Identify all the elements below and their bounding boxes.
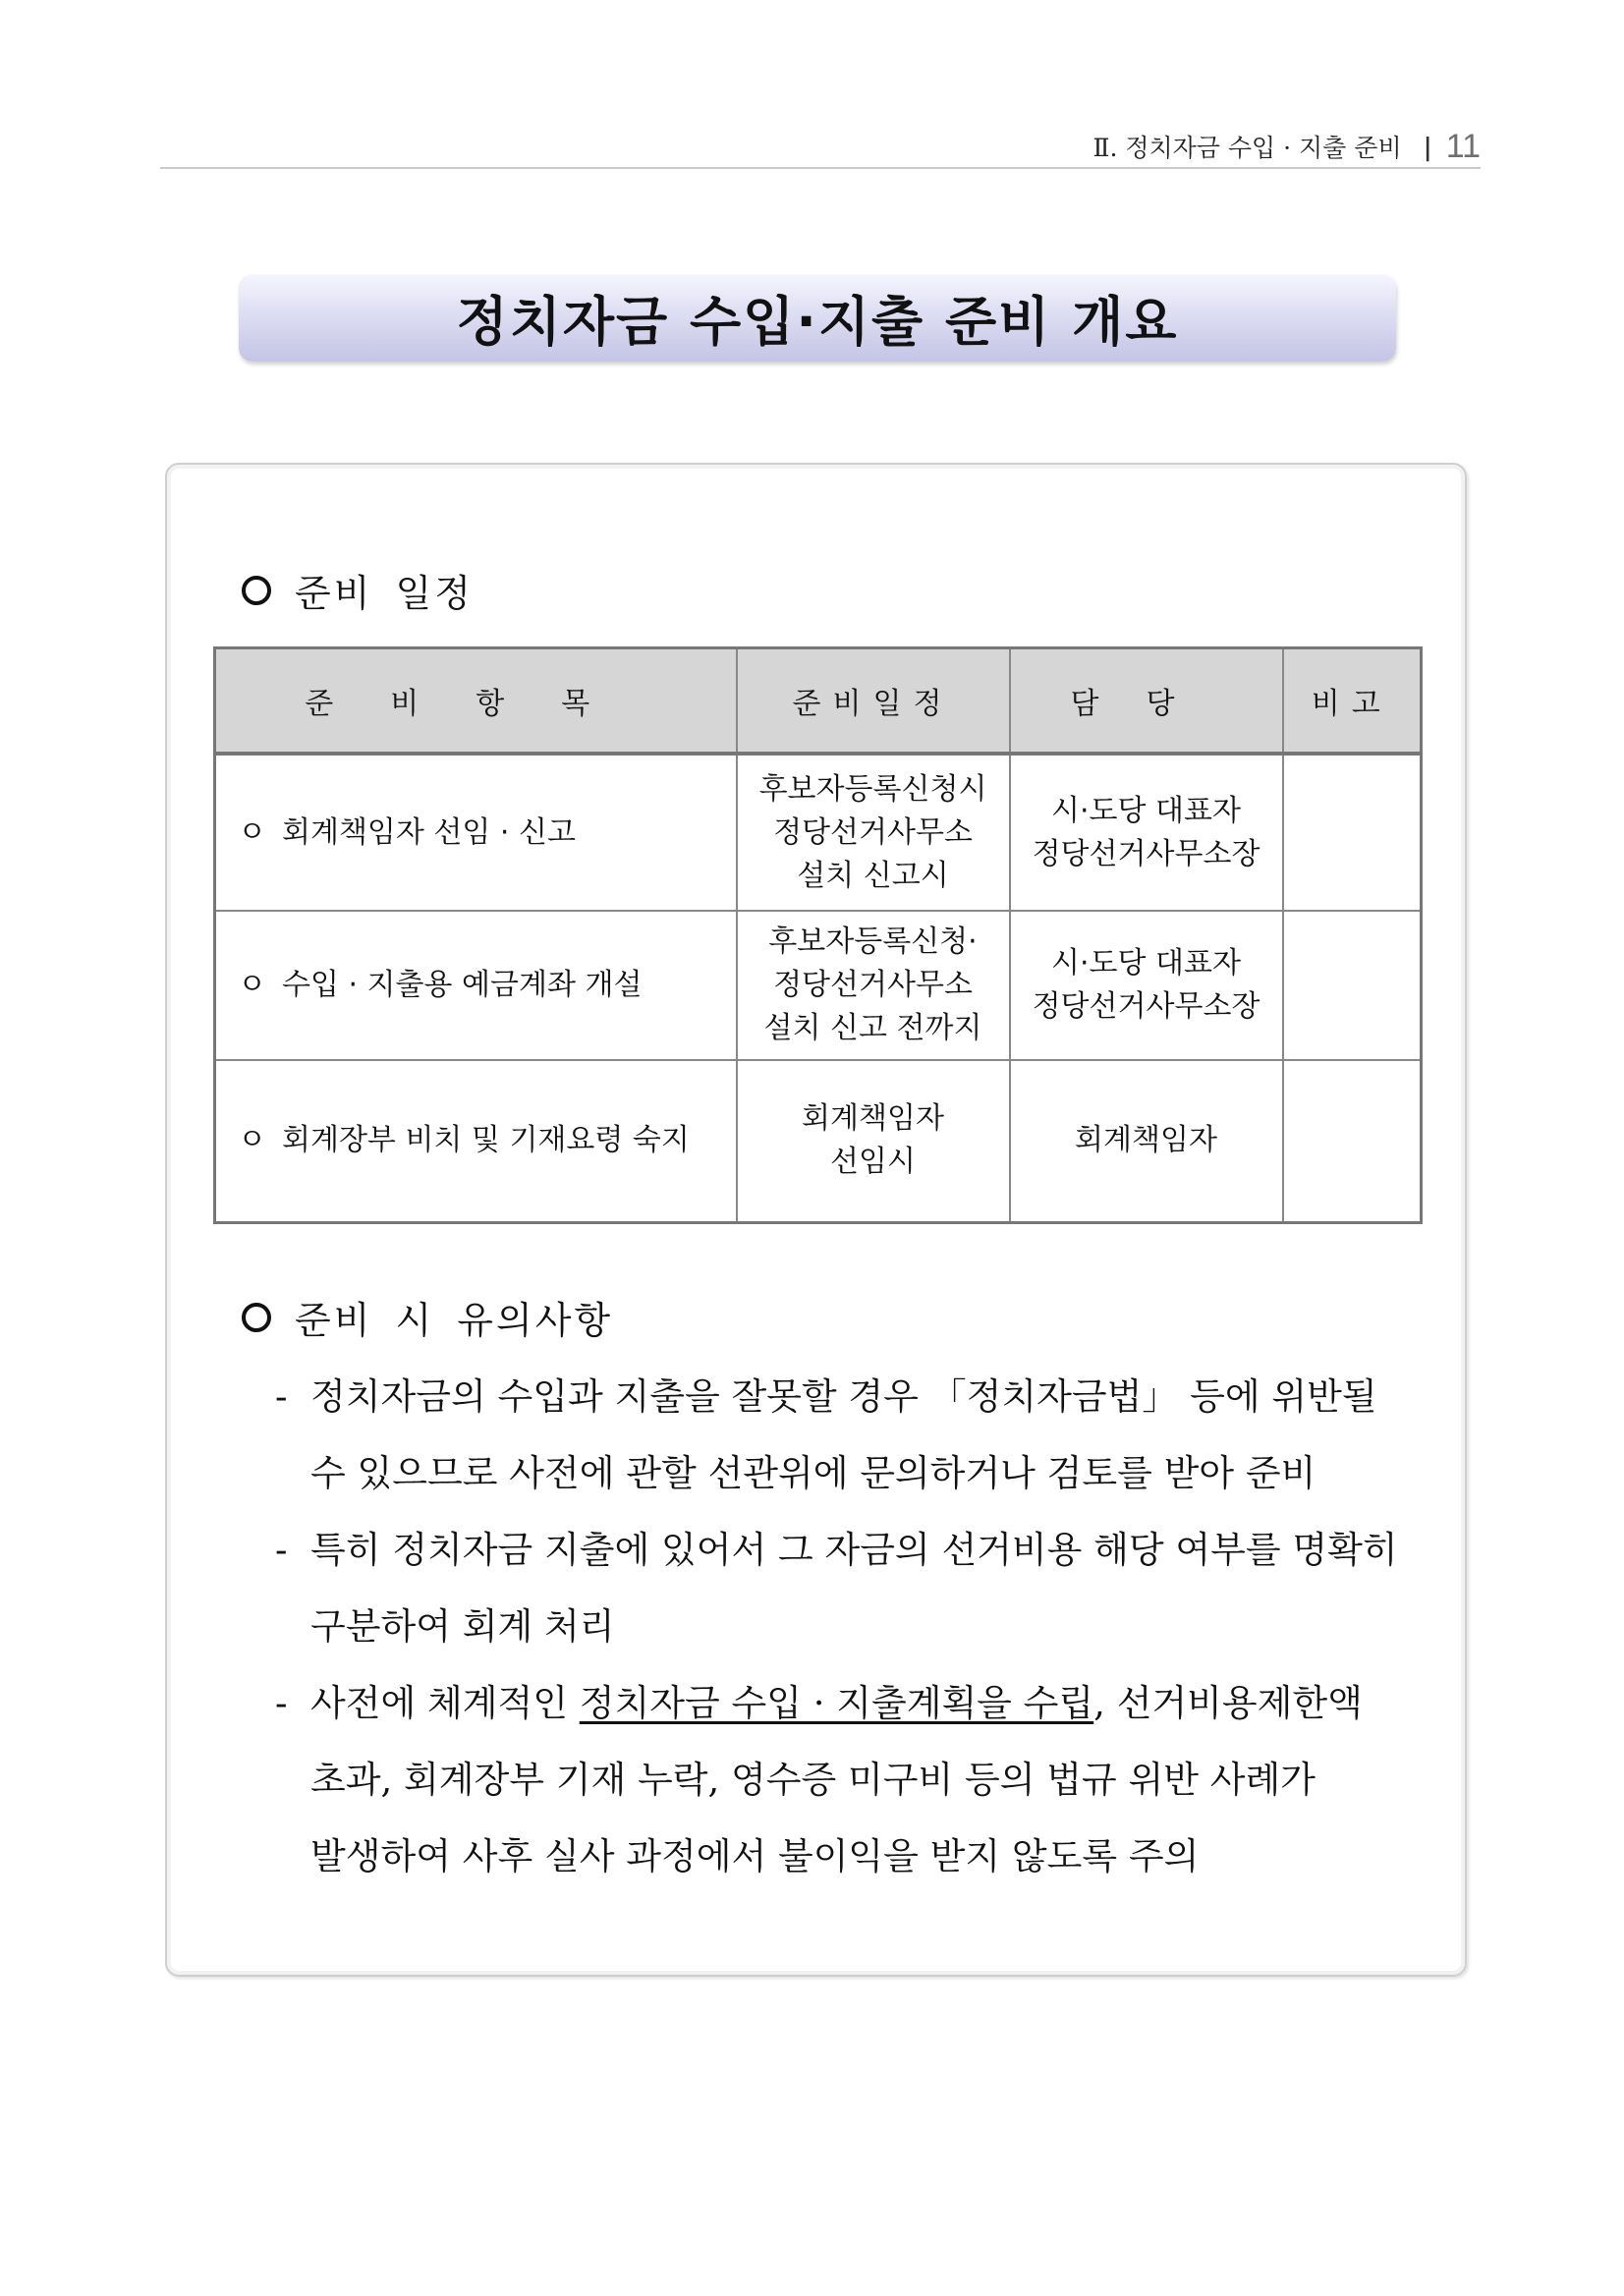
manager-line: 회계책임자 [1075,1123,1217,1158]
note-line: 특히 정치자금 지출에 있어서 그 자금의 선거비용 해당 여부를 명확히 [310,1529,1398,1571]
underlined-text: 정치자금 수입 · 지출계획을 수립 [579,1682,1094,1724]
circle-bullet-icon [242,576,271,605]
note-line: 발생하여 사후 실사 과정에서 불이익을 받지 않도록 주의 [310,1835,1200,1877]
header-note: 비고 [1283,648,1422,755]
schedule-line: 정당선거사무소 [773,814,973,850]
manager-cell [1010,1060,1283,1222]
item-cell [215,1060,737,1222]
item-text: 수입 · 지출용 예금계좌 개설 [281,968,643,1002]
dash-bullet: - [275,1682,288,1724]
list-item [275,1665,1434,1895]
page-header [160,126,1481,169]
chapter-title: Ⅱ. 정치자금 수입 · 지출 준비 [1092,134,1402,162]
item-cell [215,754,737,911]
table-row [215,754,1422,911]
bullet-icon: ㅇ [238,968,266,1002]
note-line: 초과, 회계장부 기재 누락, 영수증 미구비 등의 법규 위반 사례가 [310,1759,1316,1801]
dash-bullet: - [275,1529,288,1571]
bullet-icon: ㅇ [238,1123,266,1158]
dash-bullet: - [275,1375,288,1418]
item-text: 회계책임자 선임 · 신고 [281,814,576,850]
circle-bullet-icon [242,1303,271,1332]
note-line [310,1665,1434,1742]
schedule-line: 설치 신고시 [797,858,949,893]
manager-cell [1010,754,1283,911]
schedule-line: 선임시 [830,1145,916,1180]
note-line: 정치자금의 수입과 지출을 잘못할 경우 「정치자금법」 등에 위반될 [310,1375,1377,1418]
note-line: 구분하여 회계 처리 [310,1605,615,1648]
schedule-line: 후보자등록신청시 [758,771,987,807]
schedule-table [213,646,1423,1224]
schedule-cell [737,1060,1010,1222]
schedule-cell [737,911,1010,1060]
manager-line: 정당선거사무소장 [1032,836,1260,871]
manager-cell [1010,911,1283,1060]
manager-line: 시·도당 대표자 [1051,793,1241,828]
title-banner [239,274,1396,362]
manager-line: 정당선거사무소장 [1032,989,1260,1024]
section-heading-text: 준비 시 유의사항 [295,1299,614,1342]
note-cell [1283,911,1422,1060]
bullet-icon: ㅇ [238,814,266,850]
section-heading-schedule [242,563,474,617]
header-manager: 담당 [1010,648,1283,755]
note-line: 수 있으므로 사전에 관할 선관위에 문의하거나 검토를 받아 준비 [310,1452,1316,1494]
note-text: , 선거비용제한액 [1093,1682,1363,1724]
section-heading-text: 준비 일정 [295,572,474,615]
table-row [215,911,1422,1060]
table-header-row [215,648,1422,755]
cautions-list [275,1359,1434,1895]
schedule-line: 설치 신고 전까지 [763,1011,982,1045]
page-title: 정치자금 수입·지출 준비 개요 [456,291,1179,353]
section-heading-cautions [242,1290,613,1344]
list-item [275,1512,1434,1665]
schedule-line: 정당선거사무소 [773,968,973,1002]
manager-line: 시·도당 대표자 [1051,946,1241,980]
header-separator: | [1423,132,1432,161]
schedule-cell [737,754,1010,911]
item-cell [215,911,737,1060]
note-cell [1283,754,1422,911]
schedule-line: 후보자등록신청· [768,924,978,959]
header-schedule: 준비일정 [737,648,1010,755]
table-row [215,1060,1422,1222]
page-number: 11 [1445,127,1481,165]
list-item [275,1359,1434,1512]
header-item: 준비항목 [215,648,737,755]
schedule-line: 회계책임자 [802,1101,944,1137]
note-cell [1283,1060,1422,1222]
note-text: 사전에 체계적인 [310,1682,580,1724]
item-text: 회계장부 비치 및 기재요령 숙지 [281,1123,690,1158]
